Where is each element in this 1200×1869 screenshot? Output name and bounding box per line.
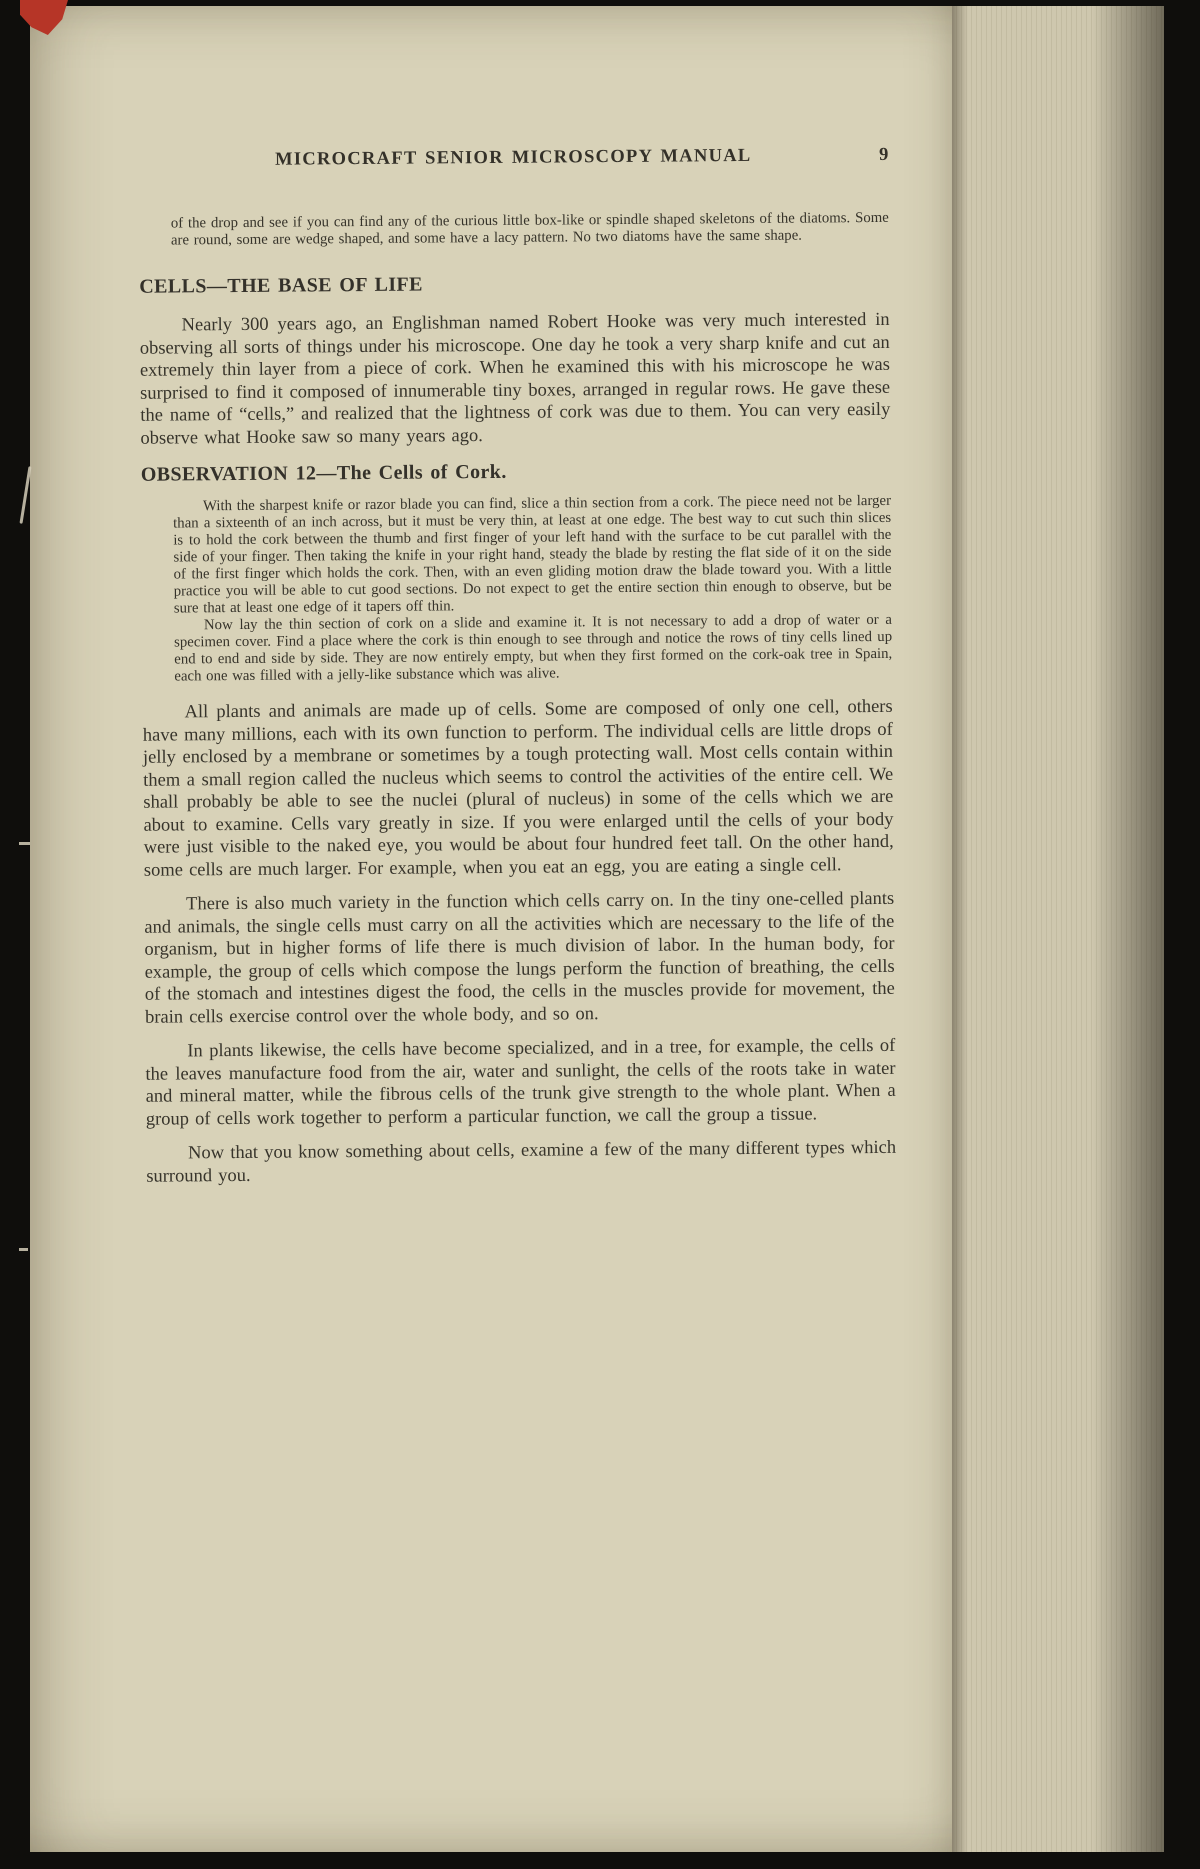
- paragraph-plant-cell-specialization: In plants likewise, the cells have become specialized, and in a tree, for example, the cells of the leaves manufacture food from the air, water and sunlight, the cells of the roots take in water and mineral matter, while the fibrous cells of the trunk give strength to the whole plant. When a group of cells work together to perform a particular function, we call the group a tissue.: [145, 1035, 896, 1130]
- paragraph-closing: Now that you know something about cells, examine a few of the many different types which surround you.: [146, 1137, 897, 1187]
- paragraph-observation-step-2: Now lay the thin section of cork on a slide and examine it. It is not necessary to add a drop of water or a specimen cover. Find a place where the cork is thin enough to see through and notice the rows of tiny cells lined up end to end and side by side. They are now entirely empty, but when they first formed on the cork-oak tree in Spain, each one was filled with a jelly-like substance which was alive.: [174, 611, 893, 685]
- running-head-title: MICROCRAFT SENIOR MICROSCOPY MANUAL: [274, 145, 752, 170]
- binding-edge-artifact: [19, 842, 30, 845]
- paragraph-cells-function-variety: There is also much variety in the function which cells carry on. In the tiny one-celled plants and animals, the single cells must carry on all the activities which are necessary to the life of the organism, but in higher forms of life there is much division of labor. In the human body, for example, the group of cells which compose the lungs perform the function of breathing, the cells of the stomach and intestines digest the food, the cells in the muscles provide for movement, the brain cells exercise control over the whole body, and so on.: [144, 888, 895, 1028]
- book-page: [30, 6, 952, 1852]
- book-fore-edge: [952, 6, 1164, 1852]
- page-number: 9: [878, 144, 889, 165]
- paragraph-cells-overview: All plants and animals are made up of cells. Some are composed of only one cell, others have many millions, each with its own function to perform. The individual cells are little drops of jelly enclosed by a membrane or sometimes by a tough protecting wall. Most cells contain within them a small region called the nucleus which seems to control the activities of the entire cell. We shall probably be able to see the nuclei (plural of nucleus) in some of the cells which we are about to examine. Cells vary greatly in size. If you were enlarged until the cells of your body were just visible to the naked eye, you would be about four hundred feet tall. On the other hand, some cells are much larger. For example, when you eat an egg, you are eating a single cell.: [142, 696, 894, 881]
- paragraph-observation-step-1: With the sharpest knife or razor blade you can find, slice a thin section from a cork. The piece need not be larger than a sixteenth of an inch across, but it must be very thin, at least at one edge. The best way to cut such thin slices is to hold the cork between the thumb and first finger of your left hand with the surface to be cut parallel with the side of your finger. Then taking the knife in your right hand, steady the blade by resting the flat side of it on the side of the first finger which holds the cork. Then, with an even gliding motion draw the blade toward you. With a little practice you will be able to cut good sections. Do not expect to get the entire section thin enough to observe, but be sure that at least one edge of it tapers off thin.: [173, 492, 892, 617]
- section-heading-observation-12: OBSERVATION 12—The Cells of Cork.: [140, 460, 507, 486]
- section-heading-cells-base-of-life: CELLS—THE BASE OF LIFE: [139, 273, 423, 298]
- page-content: [27, 2, 963, 1855]
- binding-edge-artifact: [19, 1248, 28, 1251]
- observation-instructions: [141, 493, 892, 686]
- page-header: [138, 145, 888, 172]
- paragraph-diatoms-continuation: of the drop and see if you can find any of the curious little box-like or spindle shaped skeletons of the diatoms. Some are round, some are wedge shaped, and some have a lacy pattern. No two diatoms have the same shape.: [170, 209, 889, 249]
- paragraph-robert-hooke: Nearly 300 years ago, an Englishman named Robert Hooke was very much interested in observing all sorts of things under his microscope. One day he took a very sharp knife and cut an extremely thin layer from a piece of cork. When he examined this with his microscope he was surprised to find it composed of innumerable tiny boxes, arranged in regular rows. He gave these the name of “cells,” and realized that the lightness of cork was due to them. You can very easily observe what Hooke saw so many years ago.: [139, 309, 891, 449]
